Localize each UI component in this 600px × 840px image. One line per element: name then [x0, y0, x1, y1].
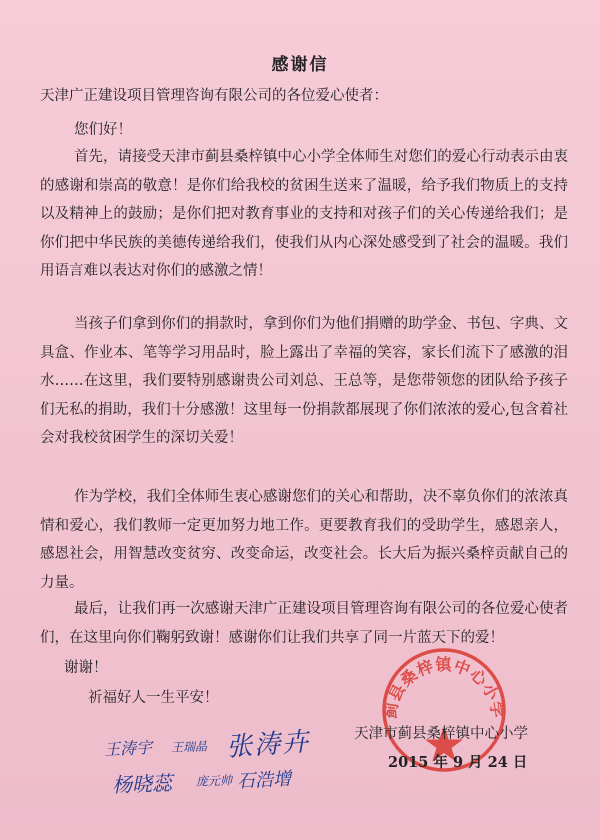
handwritten-signature-6: 石浩增 — [236, 768, 292, 793]
paragraph-2: 当孩子们拿到你们的捐款时，拿到你们为他们捐赠的助学金、书包、字典、文具盒、作业本、笔等学习用品时，脸上露出了幸福的笑容，家长们流下了感激的泪水……在这里，我们要特别感谢贵公司刘总、王总等，是您带领您的团队给予孩子们无私的捐助，我们十分感激！这里每一份捐款都展现了你们浓浓的爱心,包含着社会对我校贫困学生的深切关爱！ — [40, 316, 568, 447]
thanks-line: 谢谢！ — [64, 660, 108, 676]
blessing-line: 祈福好人一生平安！ — [88, 690, 219, 706]
handwritten-signature-4: 杨晓蕊 — [111, 770, 173, 798]
seal-text: 蓟县桑梓镇中心小学 — [380, 655, 508, 720]
paragraph-3: 作为学校，我们全体师生衷心感谢您们的关心和帮助，决不辜负你们的浓浓真情和爱心，我们教师一定更加努力地工作。更要教育我们的受助学生，感恩亲人，感恩社会，用智慧改变贫穷、改变命运，改变社会。长大后为振兴桑梓贡献自己的力量。 — [40, 489, 568, 591]
handwritten-signature-1: 王涛宇 — [103, 737, 153, 760]
paragraph-4: 最后，让我们再一次感谢天津广正建设项目管理咨询有限公司的各位爱心使者们，在这里向你们鞠躬致谢！感谢你们让我们共享了同一片蓝天下的爱！ — [40, 601, 568, 646]
handwritten-signature-5: 庞元帅 — [195, 773, 233, 789]
handwritten-signature-2: 王瑞晶 — [170, 739, 208, 755]
signature-organization: 天津市蓟县桑梓镇中心小学 — [354, 726, 528, 742]
signature-date: 2015 年 9 月 24 日 — [388, 754, 528, 771]
handwritten-signature-3: 张涛卉 — [225, 727, 312, 763]
paragraph-1: 首先，请接受天津市蓟县桑梓镇中心小学全体师生对您们的爱心行动表示由衷的感谢和崇高的敬意！是你们给我校的贫困生送来了温暖，给予我们物质上的支持以及精神上的鼓励；是你们把对教育事业的支持和对孩子们的关心传递给我们；是你们把中华民族的美德传递给我们，使我们从内心深处感受到了社会的温暖。我们用语言难以表达对你们的感激之情！ — [40, 149, 568, 280]
letter-title: 感谢信 — [271, 55, 329, 75]
greeting: 您们好！ — [74, 122, 132, 138]
salutation: 天津广正建设项目管理咨询有限公司的各位爱心使者： — [40, 88, 388, 104]
